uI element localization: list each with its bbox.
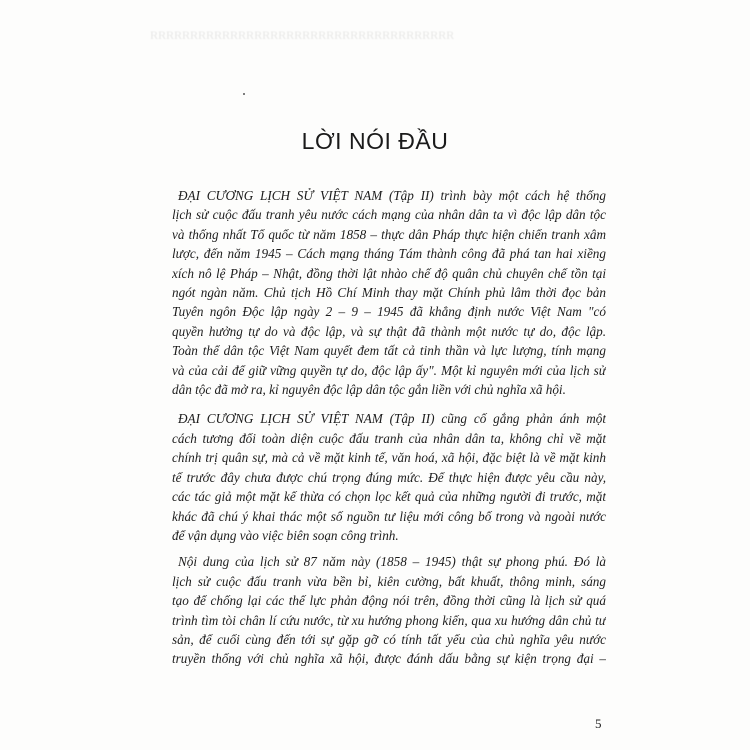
text-line: lược, đến năm 1945 – Cách mạng tháng Tám thành công đã phá tan hai xiềng	[172, 246, 606, 262]
text-line: Tuyên ngôn Độc lập ngày 2 – 9 – 1945 đã khẳng định nước Việt Nam "có	[172, 304, 606, 320]
text-line: chính trị quân sự, mà cả về mặt kinh tế, văn hoá, xã hội, đặc biệt là về mặt kinh	[172, 450, 606, 466]
text-line: và thống nhất Tổ quốc từ năm 1858 – thực dân Pháp thực hiện chiến tranh xâm	[172, 226, 606, 242]
paragraph	[172, 186, 606, 399]
paragraph	[172, 409, 606, 545]
page-title: LỜI NÓI ĐẦU	[301, 128, 449, 154]
text-line: ĐẠI CƯƠNG LỊCH SỬ VIỆT NAM (Tập II) trình bày một cách hệ thống	[178, 188, 606, 203]
text-line: Toàn thể dân tộc Việt Nam quyết đem tất cả tinh thần và lực lượng, tính mạng	[172, 343, 606, 359]
text-line: sản, để cuối cùng đến tới sự gặp gỡ có tính tất yếu của chủ nghĩa yêu nước	[172, 631, 606, 647]
bleed-through-text: ЯЯЯЯЯЯЯЯЯЯЯЯЯЯЯЯЯЯЯЯЯЯЯЯЯЯЯЯЯЯЯЯЯЯЯЯЯЯ	[150, 28, 455, 42]
text-line: ĐẠI CƯƠNG LỊCH SỬ VIỆT NAM (Tập II) cũng cố gắng phản ánh một	[178, 411, 606, 427]
text-line: ngót ngàn năm. Chủ tịch Hồ Chí Minh thay mặt Chính phủ lâm thời đọc bản	[172, 285, 606, 301]
text-line: khác đã chú ý khai thác một số nguồn tư liệu mới công bố trong và ngoài nước	[172, 508, 606, 524]
text-line: các tác giả một mặt kế thừa có chọn lọc kết quả của những người đi trước, mặt	[172, 489, 606, 505]
text-line: dân tộc đã mở ra, kỉ nguyên độc lập dân tộc gắn liền với chủ nghĩa xã hội.	[172, 382, 566, 398]
text-line: lịch sử cuộc đấu tranh yêu nước cách mạng của nhân dân ta vì độc lập dân tộc	[172, 207, 606, 223]
text-line: và của cải để giữ vững quyền tự do, độc lập ấy". Một kỉ nguyên mới của lịch sử	[172, 362, 606, 378]
text-line: để vận dụng vào việc biên soạn công trình.	[172, 527, 399, 543]
ink-dot	[243, 93, 245, 95]
text-line: lịch sử cuộc đấu tranh vừa bền bỉ, kiên cường, bất khuất, thông minh, sáng	[172, 573, 606, 589]
text-line: tế trước đây chưa được chú trọng đúng mức. Để thực hiện được yêu cầu này,	[172, 469, 606, 485]
paragraph	[172, 552, 606, 668]
text-line: tạo để chống lại các thế lực phản động nói trên, đồng thời cũng là lịch sử quá	[172, 593, 606, 609]
text-line: truyền thống với chủ nghĩa xã hội, được đánh dấu bằng sự kiện trọng đại –	[172, 651, 606, 667]
body-text	[172, 186, 606, 676]
text-line: trình tìm tòi chân lí cứu nước, từ xu hướng phong kiến, qua xu hướng dân chủ tư	[172, 612, 606, 628]
text-line: cách tương đối toàn diện cuộc đấu tranh của nhân dân ta, không chỉ về mặt	[172, 430, 606, 446]
text-line: quyền hưởng tự do và độc lập, và sự thật đã thành một nước tự do, độc lập.	[172, 323, 606, 339]
text-line: Nội dung của lịch sử 87 năm này (1858 – 1945) thật sự phong phú. Đó là	[178, 554, 606, 570]
page-number: 5	[595, 716, 602, 731]
text-line: xích nô lệ Pháp – Nhật, đồng thời lật nhào chế độ quân chủ chuyên chế tồn tại	[172, 265, 606, 281]
